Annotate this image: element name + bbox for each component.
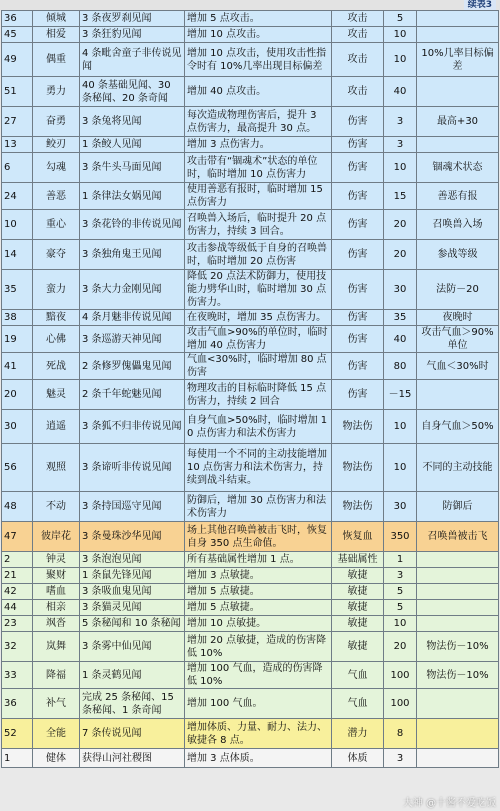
effect-type: 伤害 (332, 137, 384, 153)
effect-value: 8 (384, 719, 417, 749)
effect-type: 伤害 (332, 153, 384, 183)
row-number: 10 (2, 210, 33, 240)
skill-name: 钟灵 (33, 552, 80, 568)
skill-source: 4 条月魅非传说见闻 (80, 310, 185, 326)
row-number: 24 (2, 183, 33, 210)
skill-name: 飒沓 (33, 616, 80, 632)
effect-note (417, 584, 499, 600)
effect-value: 350 (384, 522, 417, 552)
effect-type: 气血 (332, 662, 384, 689)
effect-type: 伤害 (332, 183, 384, 210)
effect-value: 20 (384, 240, 417, 270)
effect-note (417, 749, 499, 768)
table-row (2, 616, 499, 632)
skill-effect: 增加 3 点体质。 (185, 749, 332, 768)
skill-name: 降福 (33, 662, 80, 689)
effect-type: 敏捷 (332, 616, 384, 632)
skill-name: 黯夜 (33, 310, 80, 326)
effect-note: 自身气血＞50% (417, 410, 499, 444)
top-strip (0, 0, 500, 10)
effect-note: 法防－20 (417, 270, 499, 310)
skill-source: 3 条牛头马面见闻 (80, 153, 185, 183)
row-number: 48 (2, 492, 33, 522)
effect-value: 100 (384, 689, 417, 719)
effect-value: 10 (384, 153, 417, 183)
skill-source: 3 条吸血鬼见闻 (80, 584, 185, 600)
skill-name: 偶重 (33, 43, 80, 77)
skill-effect: 增加 10 点敏捷。 (185, 616, 332, 632)
effect-type: 伤害 (332, 240, 384, 270)
effect-value: 100 (384, 662, 417, 689)
effect-value: 5 (384, 584, 417, 600)
effect-note: 10%几率目标偏差 (417, 43, 499, 77)
effect-value: 3 (384, 568, 417, 584)
row-number: 20 (2, 380, 33, 410)
effect-type: 攻击 (332, 43, 384, 77)
effect-value: 35 (384, 310, 417, 326)
effect-value: －15 (384, 380, 417, 410)
table-row (2, 380, 499, 410)
row-number: 19 (2, 326, 33, 353)
table-row (2, 326, 499, 353)
row-number: 36 (2, 11, 33, 27)
table-row (2, 552, 499, 568)
effect-note: 不同的主动技能 (417, 444, 499, 492)
effect-type: 伤害 (332, 353, 384, 380)
skill-name: 补气 (33, 689, 80, 719)
table-row (2, 270, 499, 310)
effect-type: 伤害 (332, 210, 384, 240)
skill-source: 3 条谛听非传说见闻 (80, 444, 185, 492)
skill-effect: 增加体质、力量、耐力、法力、敏捷各 8 点。 (185, 719, 332, 749)
row-number: 44 (2, 600, 33, 616)
effect-type: 敏捷 (332, 600, 384, 616)
effect-note (417, 11, 499, 27)
row-number: 13 (2, 137, 33, 153)
row-number: 47 (2, 522, 33, 552)
skill-name: 心佛 (33, 326, 80, 353)
effect-note: 攻击气血＞90%单位 (417, 326, 499, 353)
row-number: 21 (2, 568, 33, 584)
effect-value: 15 (384, 183, 417, 210)
skill-name: 蛮力 (33, 270, 80, 310)
skill-name: 健体 (33, 749, 80, 768)
table-row (2, 719, 499, 749)
skill-source: 1 条灵鹤见闻 (80, 662, 185, 689)
effect-note (417, 600, 499, 616)
skill-source: 3 条狂豹见闻 (80, 27, 185, 43)
skill-effect: 每使用一个不同的主动技能增加 10 点伤害力和法术伤害力，持续到战斗结束。 (185, 444, 332, 492)
skill-effect: 物理攻击的目标临时降低 15 点伤害力，持续 2 回合 (185, 380, 332, 410)
skill-source: 3 条持国巡守见闻 (80, 492, 185, 522)
skill-name: 奋勇 (33, 107, 80, 137)
effect-type: 基础属性 (332, 552, 384, 568)
row-number: 6 (2, 153, 33, 183)
effect-note (417, 380, 499, 410)
skill-effect: 增加 10 点攻击。 (185, 27, 332, 43)
effect-value: 1 (384, 552, 417, 568)
row-number: 30 (2, 410, 33, 444)
effect-value: 10 (384, 43, 417, 77)
effect-note (417, 77, 499, 107)
skill-source: 1 条鲛人见闻 (80, 137, 185, 153)
effect-value: 3 (384, 137, 417, 153)
skill-effect: 所有基础属性增加 1 点。 (185, 552, 332, 568)
skill-source: 完成 25 条秘闻、15 条秘闻、1 条奇闻 (80, 689, 185, 719)
table-row (2, 153, 499, 183)
table-row (2, 600, 499, 616)
row-number: 41 (2, 353, 33, 380)
effect-note: 召唤兽入场 (417, 210, 499, 240)
skill-source: 3 条独角鬼王见闻 (80, 240, 185, 270)
table-row (2, 27, 499, 43)
effect-type: 物法伤 (332, 444, 384, 492)
table-row (2, 568, 499, 584)
watermark: 大神 @十酱不爱吃饭 (402, 798, 496, 809)
row-number: 33 (2, 662, 33, 689)
effect-note (417, 137, 499, 153)
table-row (2, 137, 499, 153)
skill-effect: 增加 10 点攻击，使用攻击性指令时有 10%几率出现目标偏差 (185, 43, 332, 77)
skill-effect: 攻击参战等级低于自身的召唤兽时，临时增加 20 点伤害 (185, 240, 332, 270)
skill-effect: 增加 20 点敏捷，造成的伤害降低 10% (185, 632, 332, 662)
effect-note: 物法伤－10% (417, 662, 499, 689)
effect-value: 40 (384, 77, 417, 107)
effect-value: 5 (384, 600, 417, 616)
effect-value: 30 (384, 492, 417, 522)
effect-note: 锢魂术状态 (417, 153, 499, 183)
effect-type: 潜力 (332, 719, 384, 749)
effect-note: 物法伤－10% (417, 632, 499, 662)
skill-name: 聚财 (33, 568, 80, 584)
skill-source: 获得山河社稷图 (80, 749, 185, 768)
effect-type: 伤害 (332, 326, 384, 353)
row-number: 23 (2, 616, 33, 632)
row-number: 52 (2, 719, 33, 749)
effect-note (417, 568, 499, 584)
skill-effect: 降低 20 点法术防御力，使用技能力劈华山时，临时增加 30 点伤害力。 (185, 270, 332, 310)
skill-source: 2 条千年蛇魅见闻 (80, 380, 185, 410)
skill-name: 死战 (33, 353, 80, 380)
skill-name: 倾城 (33, 11, 80, 27)
effect-type: 敏捷 (332, 632, 384, 662)
effect-value: 5 (384, 11, 417, 27)
skill-source: 4 条毗舍童子非传说见闻 (80, 43, 185, 77)
skill-table (1, 10, 499, 768)
skill-effect: 每次造成物理伤害后，提升 3 点伤害力，最高提升 30 点。 (185, 107, 332, 137)
skill-name: 相亲 (33, 600, 80, 616)
skill-source: 3 条曼珠沙华见闻 (80, 522, 185, 552)
table-row (2, 353, 499, 380)
skill-name: 岚舞 (33, 632, 80, 662)
effect-value: 20 (384, 632, 417, 662)
skill-source: 3 条狐不归非传说见闻 (80, 410, 185, 444)
continued-label: 续表3 (464, 0, 496, 10)
effect-note (417, 552, 499, 568)
effect-type: 体质 (332, 749, 384, 768)
table-row (2, 492, 499, 522)
skill-name: 相爱 (33, 27, 80, 43)
row-number: 1 (2, 749, 33, 768)
effect-type: 物法伤 (332, 410, 384, 444)
row-number: 56 (2, 444, 33, 492)
skill-name: 逍遥 (33, 410, 80, 444)
effect-type: 伤害 (332, 270, 384, 310)
effect-note: 气血＜30%时 (417, 353, 499, 380)
effect-note (417, 27, 499, 43)
skill-effect: 增加 5 点攻击。 (185, 11, 332, 27)
effect-type: 气血 (332, 689, 384, 719)
table-row (2, 310, 499, 326)
effect-value: 3 (384, 107, 417, 137)
table-row (2, 240, 499, 270)
table-row (2, 749, 499, 768)
effect-value: 3 (384, 749, 417, 768)
skill-effect: 增加 3 点伤害力。 (185, 137, 332, 153)
table-row (2, 444, 499, 492)
skill-name: 善恶 (33, 183, 80, 210)
effect-note: 防御后 (417, 492, 499, 522)
row-number: 49 (2, 43, 33, 77)
effect-note: 参战等级 (417, 240, 499, 270)
effect-type: 物法伤 (332, 492, 384, 522)
skill-source: 3 条花铃的非传说见闻 (80, 210, 185, 240)
effect-type: 攻击 (332, 77, 384, 107)
skill-source: 3 条兔将见闻 (80, 107, 185, 137)
table-row (2, 522, 499, 552)
table-row (2, 689, 499, 719)
row-number: 38 (2, 310, 33, 326)
table-row (2, 584, 499, 600)
row-number: 45 (2, 27, 33, 43)
table-row (2, 210, 499, 240)
effect-type: 伤害 (332, 380, 384, 410)
skill-effect: 自身气血>50%时，临时增加 10 点伤害力和法术伤害力 (185, 410, 332, 444)
skill-name: 全能 (33, 719, 80, 749)
effect-note (417, 689, 499, 719)
skill-source: 1 条鼠先锋见闻 (80, 568, 185, 584)
skill-effect: 攻击气血>90%的单位时，临时增加 40 点伤害力 (185, 326, 332, 353)
effect-note (417, 719, 499, 749)
row-number: 27 (2, 107, 33, 137)
table-row (2, 410, 499, 444)
table-row (2, 183, 499, 210)
skill-effect: 场上其他召唤兽被击飞时，恢复自身 350 点生命值。 (185, 522, 332, 552)
effect-type: 攻击 (332, 11, 384, 27)
skill-source: 3 条大力金刚见闻 (80, 270, 185, 310)
skill-name: 鲛刃 (33, 137, 80, 153)
row-number: 2 (2, 552, 33, 568)
skill-effect: 增加 5 点敏捷。 (185, 600, 332, 616)
effect-value: 20 (384, 210, 417, 240)
effect-value: 40 (384, 326, 417, 353)
table-row (2, 632, 499, 662)
skill-effect: 增加 3 点敏捷。 (185, 568, 332, 584)
effect-value: 80 (384, 353, 417, 380)
skill-effect: 召唤兽入场后，临时提升 20 点伤害力，持续 3 回合。 (185, 210, 332, 240)
table-row (2, 107, 499, 137)
skill-source: 3 条泡泡见闻 (80, 552, 185, 568)
skill-name: 不动 (33, 492, 80, 522)
skill-source: 3 条夜罗刹见闻 (80, 11, 185, 27)
skill-source: 40 条基础见闻、30 条秘闻、20 条奇闻 (80, 77, 185, 107)
skill-source: 2 条修罗傀儡鬼见闻 (80, 353, 185, 380)
effect-note: 善恶有报 (417, 183, 499, 210)
effect-note: 最高+30 (417, 107, 499, 137)
skill-name: 嗜血 (33, 584, 80, 600)
effect-note (417, 616, 499, 632)
table-row (2, 77, 499, 107)
skill-effect: 攻击带有“锢魂术”状态的单位时，临时增加 10 点伤害力 (185, 153, 332, 183)
row-number: 51 (2, 77, 33, 107)
row-number: 35 (2, 270, 33, 310)
effect-value: 30 (384, 270, 417, 310)
table-row (2, 43, 499, 77)
skill-name: 勇力 (33, 77, 80, 107)
skill-effect: 使用善恶有报时，临时增加 15 点伤害力 (185, 183, 332, 210)
skill-source: 3 条猫灵见闻 (80, 600, 185, 616)
skill-effect: 增加 100 气血，造成的伤害降低 10% (185, 662, 332, 689)
effect-type: 伤害 (332, 310, 384, 326)
skill-name: 观照 (33, 444, 80, 492)
skill-effect: 防御后，增加 30 点伤害力和法术伤害力 (185, 492, 332, 522)
skill-name: 魅灵 (33, 380, 80, 410)
skill-source: 1 条律法女娲见闻 (80, 183, 185, 210)
effect-type: 恢复血 (332, 522, 384, 552)
skill-effect: 增加 100 气血。 (185, 689, 332, 719)
effect-type: 伤害 (332, 107, 384, 137)
skill-source: 7 条传说见闻 (80, 719, 185, 749)
table-row (2, 662, 499, 689)
skill-source: 3 条雾中仙见闻 (80, 632, 185, 662)
skill-name: 重心 (33, 210, 80, 240)
skill-source: 5 条秘闻和 10 条秘闻 (80, 616, 185, 632)
effect-value: 10 (384, 616, 417, 632)
table-row (2, 11, 499, 27)
skill-effect: 增加 40 点攻击。 (185, 77, 332, 107)
skill-name: 勾魂 (33, 153, 80, 183)
row-number: 32 (2, 632, 33, 662)
effect-value: 10 (384, 27, 417, 43)
skill-effect: 增加 5 点敏捷。 (185, 584, 332, 600)
effect-type: 攻击 (332, 27, 384, 43)
skill-effect: 在夜晚时，增加 35 点伤害力。 (185, 310, 332, 326)
effect-type: 敏捷 (332, 584, 384, 600)
effect-type: 敏捷 (332, 568, 384, 584)
skill-name: 豪夺 (33, 240, 80, 270)
skill-source: 3 条巡游天神见闻 (80, 326, 185, 353)
row-number: 36 (2, 689, 33, 719)
skill-name: 彼岸花 (33, 522, 80, 552)
row-number: 14 (2, 240, 33, 270)
effect-note: 召唤兽被击飞 (417, 522, 499, 552)
effect-value: 10 (384, 410, 417, 444)
effect-note: 夜晚时 (417, 310, 499, 326)
row-number: 42 (2, 584, 33, 600)
skill-effect: 气血<30%时，临时增加 80 点伤害 (185, 353, 332, 380)
effect-value: 10 (384, 444, 417, 492)
